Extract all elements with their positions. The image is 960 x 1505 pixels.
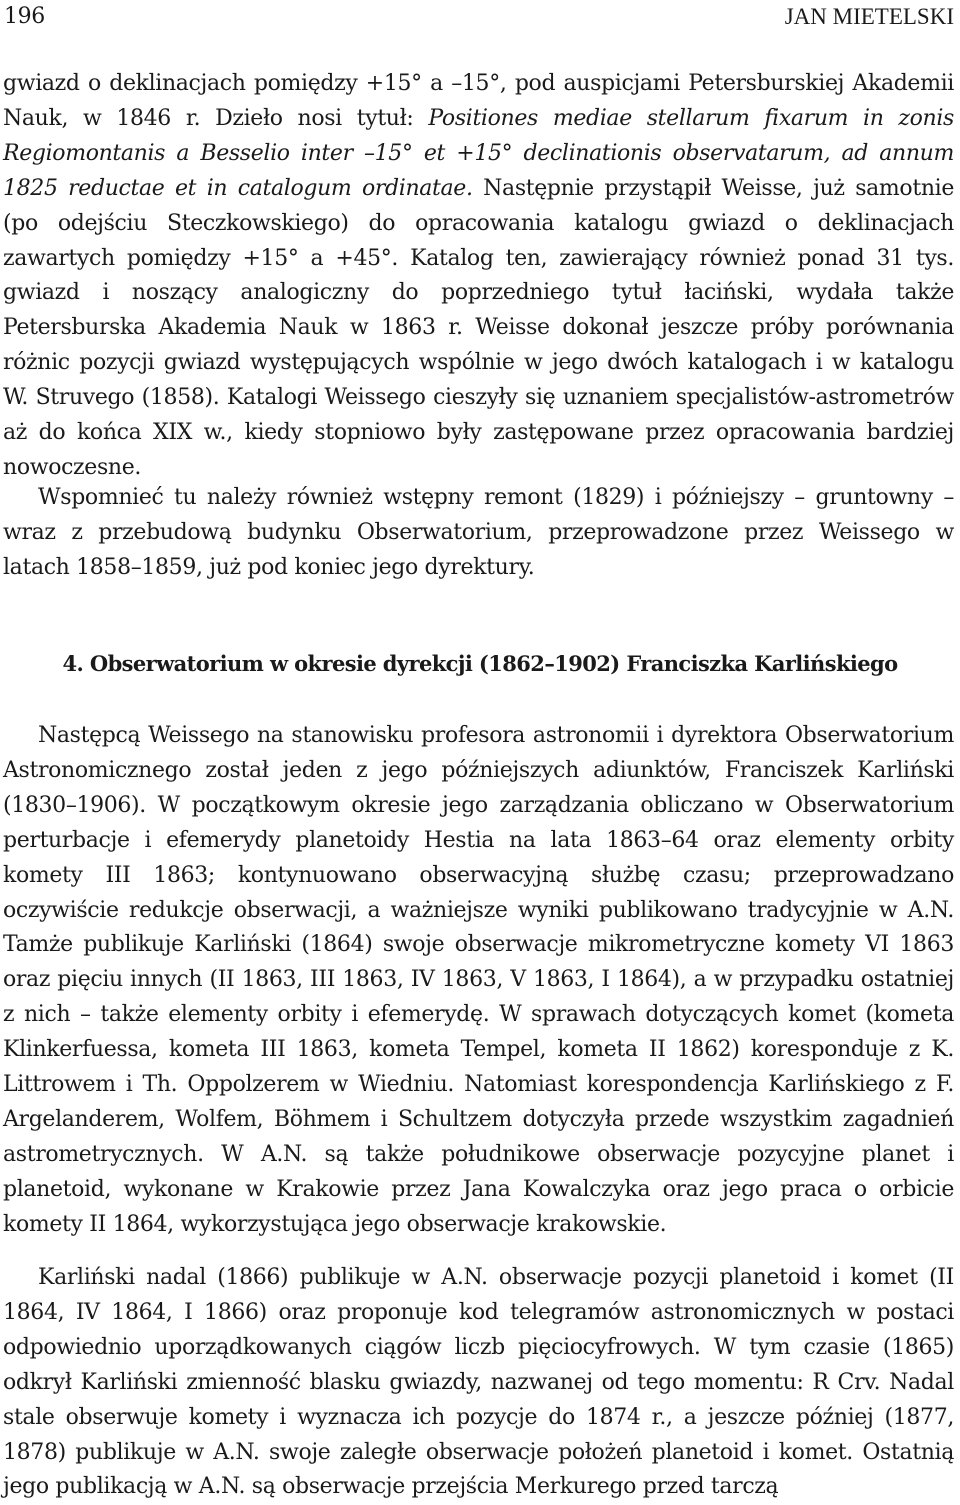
paragraph-renovation: Wspomnieć tu należy również wstępny remont (1829) i późniejszy – gruntowny – wraz z przebudową budynku Obserwatorium, przeprowadzone przez Weissego w latach 1858–1859, już pod koniec jego dyrektury. [3, 485, 954, 580]
paragraph-karlinski-successor: Następcą Weissego na stanowisku profesora astronomii i dyrektora Obserwatorium Astronomicznego został jeden z jego późniejszych adiunktów, Franciszek Karliński (1830–1906). W początkowym okresie jego zarządzania obliczano w Obserwatorium perturbacje i efemerydy planetoidy Hestia na lata 1863–64 oraz elementy orbity komety III 1863; kontynuowano obserwacyjną służbę czasu; przeprowadzano oczywiście redukcje obserwacji, a ważniejsze wyniki publikowano tradycyjnie w A.N. Tamże publikuje Karliński (1864) swoje obserwacje mikrometryczne komety VI 1863 oraz pięciu innych (II 1863, III 1863, IV 1863, V 1863, I 1864), a w przypadku ostatniej z nich – także elementy orbity i efemerydę. W sprawach dotyczących komet (kometa Klinkerfuessa, kometa III 1863, kometa Tempel, kometa II 1862) koresponduje z K. Littrowem i Th. Oppolzerem w Wiedniu. Natomiast korespondencja Karlińskiego z F. Argelanderem, Wolfem, Böhmem i Schultzem dotyczyła przede wszystkim zagadnień astrometrycznych. W A.N. są także południkowe obserwacje pozycyjne planet i planetoid, wykonane w Krakowie przez Jana Kowalczyka oraz jego praca o orbicie komety II 1864, wykorzystująca jego obserwacje krakowskie. [3, 723, 954, 1237]
page-number: 196 [4, 4, 45, 29]
running-head-author: JAN MIETELSKI [784, 4, 954, 29]
paragraph-karlinski-publications: Karliński nadal (1866) publikuje w A.N. obserwacje pozycji planetoid i komet (II 1864, IV 1864, I 1866) oraz proponuje kod telegramów astronomicznych w postaci odpowiednio uporządkowanych ciągów liczb pięciocyfrowych. W tym czasie (1865) odkrył Karliński zmienność blasku gwiazdy, nazwanej od tego momentu: R Crv. Nadal stale obserwuje komety i wyznacza ich pozycje do 1874 r., a jeszcze później (1877, 1878) publikuje w A.N. swoje zaległe obserwacje położeń planetoid i komet. Ostatnią jego publikacją w A.N. są obserwacje przejścia Merkurego przed tarczą [3, 1265, 954, 1500]
paragraph1-text-a: gwiazd o deklinacjach pomiędzy +15° a –15°, pod auspicjami Petersburskiej Akademii Nauk, w 1846 r. Dzieło nosi tytuł: [3, 71, 954, 131]
paragraph1-latin-title: Positiones mediae stellarum fixarum in zonis Regiomontanis a Besselio inter –15° et +15° declinationis observatarum, ad annum 1825 reductae et in catalogum ordinatae. [3, 105, 954, 201]
running-head [4, 2, 954, 32]
paragraph-catalogue-weisse [3, 67, 954, 486]
section-heading: 4. Obserwatorium w okresie dyrekcji (1862–1902) Franciszka Karlińskiego [62, 651, 898, 676]
paragraph1-text-c: Następnie przystąpił Weisse, już samotnie (po odejściu Steczkowskiego) do opracowania katalogu gwiazd o deklinacjach zawartych pomiędzy +15° a +45°. Katalog ten, zawierający również ponad 31 tys. gwiazd i noszący analogiczny do poprzedniego tytuł łaciński, wydała także Petersburska Akademia Nauk w 1863 r. Weisse dokonał jeszcze próby porównania różnic pozycji gwiazd występujących wspólnie w jego dwóch katalogach i w katalogu W. Struvego (1858). Katalogi Weissego cieszyły się uznaniem specjalistów-astrometrów aż do końca XIX w., kiedy stopniowo były zastępowane przez opracowania bardziej nowoczesne. [3, 175, 954, 480]
